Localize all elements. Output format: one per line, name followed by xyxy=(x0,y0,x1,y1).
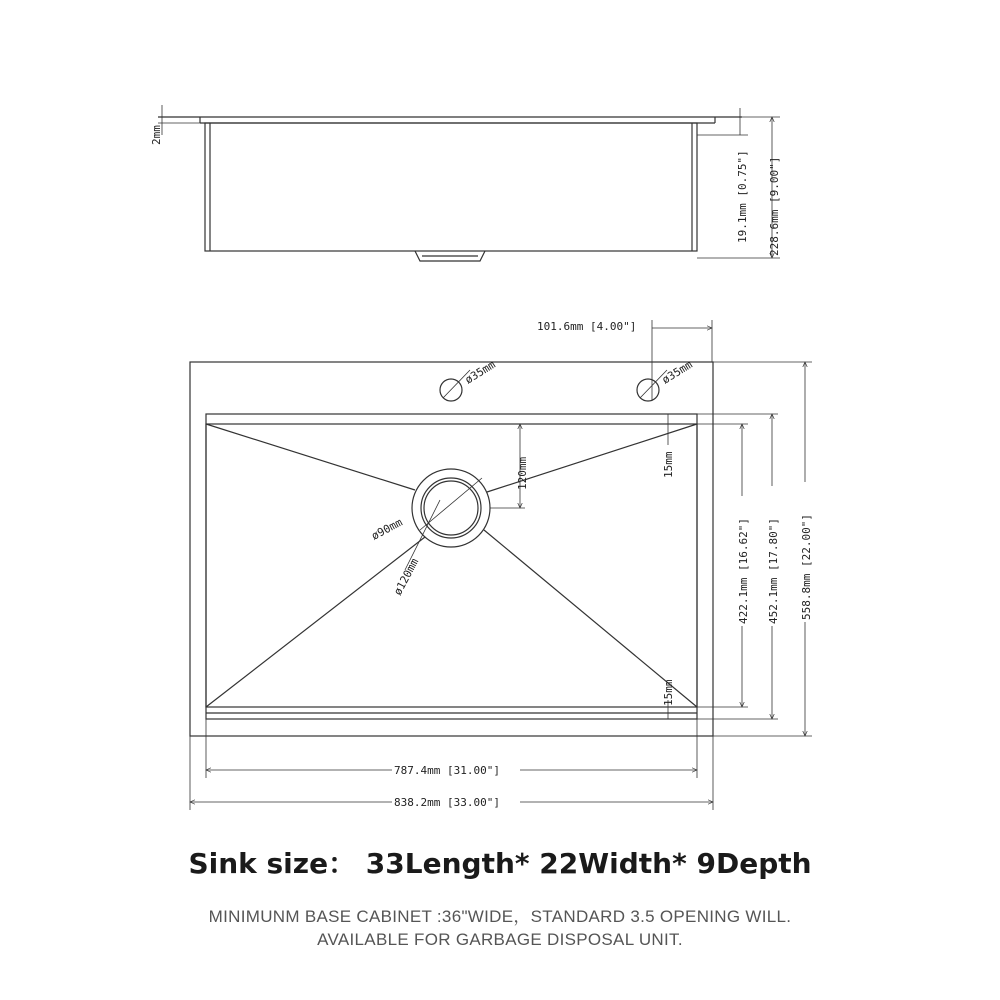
label-drain-flange-diameter: ø120mm xyxy=(391,556,422,598)
label-flange-thickness: 2mm xyxy=(150,125,163,145)
label-bowl-width: 422.1mm [16.62"] xyxy=(737,518,750,624)
slope-line-bottom-left xyxy=(206,537,425,707)
top-view xyxy=(190,320,812,810)
cabinet-note-line-2: AVAILABLE FOR GARBAGE DISPOSAL UNIT. xyxy=(317,930,683,949)
sink-outer-rim xyxy=(190,362,713,736)
label-faucet-hole-left: ø35mm xyxy=(462,357,498,387)
label-flange-depth: 19.1mm [0.75"] xyxy=(736,150,749,243)
label-bowl-length: 787.4mm [31.00"] xyxy=(394,764,500,777)
sink-size-title: Sink size： 33Length* 22Width* 9Depth xyxy=(188,847,812,880)
side-basin-body xyxy=(205,123,697,251)
label-total-depth: 228.6mm [9.00"] xyxy=(768,156,781,256)
label-drain-offset: 120mm xyxy=(516,456,529,490)
sink-ledge xyxy=(206,414,697,719)
label-overall-width: 558.8mm [22.00"] xyxy=(800,514,813,620)
label-hole-spacing: 101.6mm [4.00"] xyxy=(537,320,637,333)
label-inner-width: 452.1mm [17.80"] xyxy=(767,518,780,624)
side-view xyxy=(158,105,780,261)
label-faucet-hole-right: ø35mm xyxy=(659,357,695,387)
label-ledge-top: 15mm xyxy=(662,451,675,478)
slope-line-top-left xyxy=(206,424,415,490)
label-overall-length: 838.2mm [33.00"] xyxy=(394,796,500,809)
cabinet-note-line-1: MINIMUNM BASE CABINET :36"WIDE，STANDARD 3.5 OPENING WILL. xyxy=(208,907,792,926)
drain-inner-ring xyxy=(424,481,478,535)
drain-inner-circle xyxy=(421,478,481,538)
label-drain-diameter: ø90mm xyxy=(369,515,405,543)
label-ledge-bottom: 15mm xyxy=(662,679,675,706)
sink-bowl xyxy=(206,424,697,707)
